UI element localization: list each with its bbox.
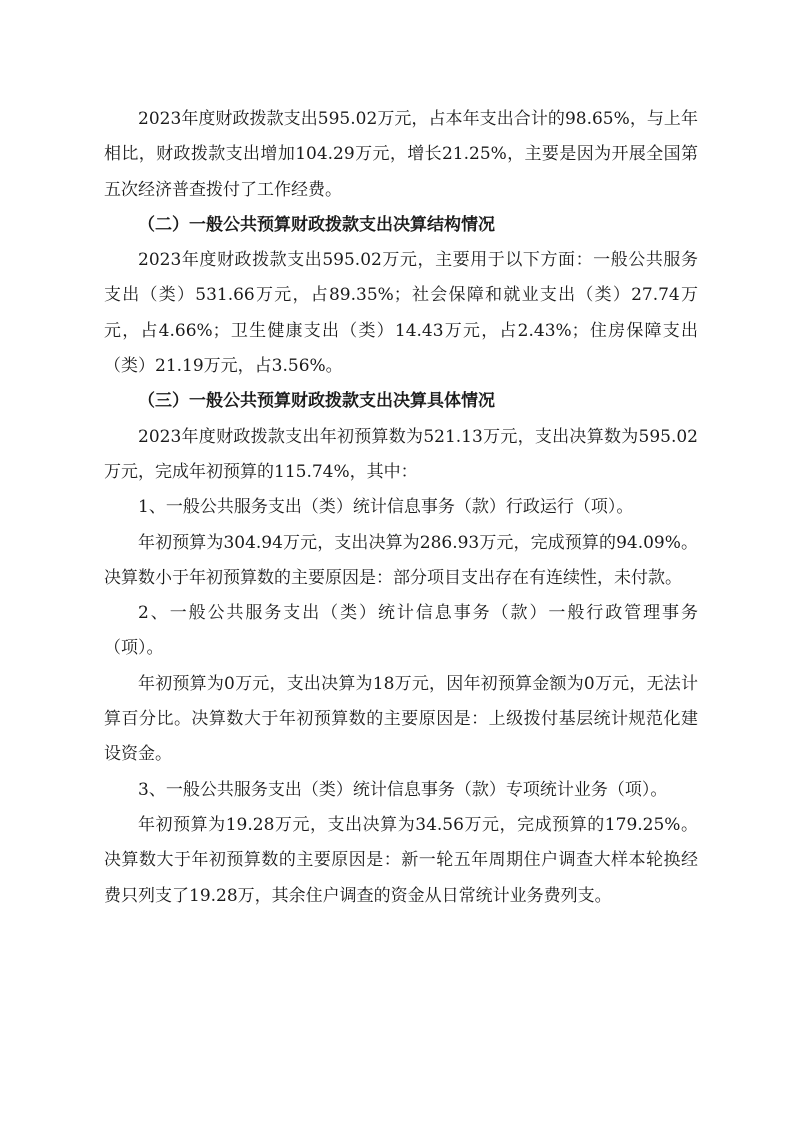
section-heading-specific: （三）一般公共预算财政拨款支出决算具体情况 [138,391,495,412]
paragraph-budget-overview: 2023年度财政拨款支出年初预算数为521.13万元，支出决算数为595.02万元，完成年初预算的115.74%，其中： [104,426,698,482]
item-detail-2: 年初预算为0万元，支出决算为18万元，因年初预算金额为0万元，无法计算百分比。决算数大于年初预算数的主要原因是：上级拨付基层统计规范化建设资金。 [104,673,698,765]
item-title-3: 3、一般公共服务支出（类）统计信息事务（款）专项统计业务（项）。 [138,779,668,800]
item-detail-3: 年初预算为19.28万元，支出决算为34.56万元，完成预算的179.25%。决算数大于年初预算数的主要原因是：新一轮五年周期住户调查大样本轮换经费只列支了19.28万，其余住户调查的资金从日常统计业务费列支。 [104,814,698,906]
item-title-2: 2、一般公共服务支出（类）统计信息事务（款）一般行政管理事务（项）。 [104,603,698,659]
paragraph-expenditure-summary: 2023年度财政拨款支出595.02万元，占本年支出合计的98.65%，与上年相比，财政拨款支出增加104.29万元，增长21.25%，主要是因为开展全国第五次经济普查拨付了工作经费。 [104,109,698,200]
section-heading-structure: （二）一般公共预算财政拨款支出决算结构情况 [138,214,495,235]
item-detail-1: 年初预算为304.94万元，支出决算为286.93万元，完成预算的94.09%。决算数小于年初预算数的主要原因是：部分项目支出存在有连续性，未付款。 [104,532,698,588]
paragraph-structure-detail: 2023年度财政拨款支出595.02万元，主要用于以下方面：一般公共服务支出（类）531.66万元，占89.35%；社会保障和就业支出（类）27.74万元，占4.66%；卫生健康支出（类）14.43万元，占2.43%；住房保障支出（类）21.19万元，占3.56%。 [104,250,698,377]
document-body [104,102,698,914]
item-title-1: 1、一般公共服务支出（类）统计信息事务（款）行政运行（项）。 [138,497,634,518]
